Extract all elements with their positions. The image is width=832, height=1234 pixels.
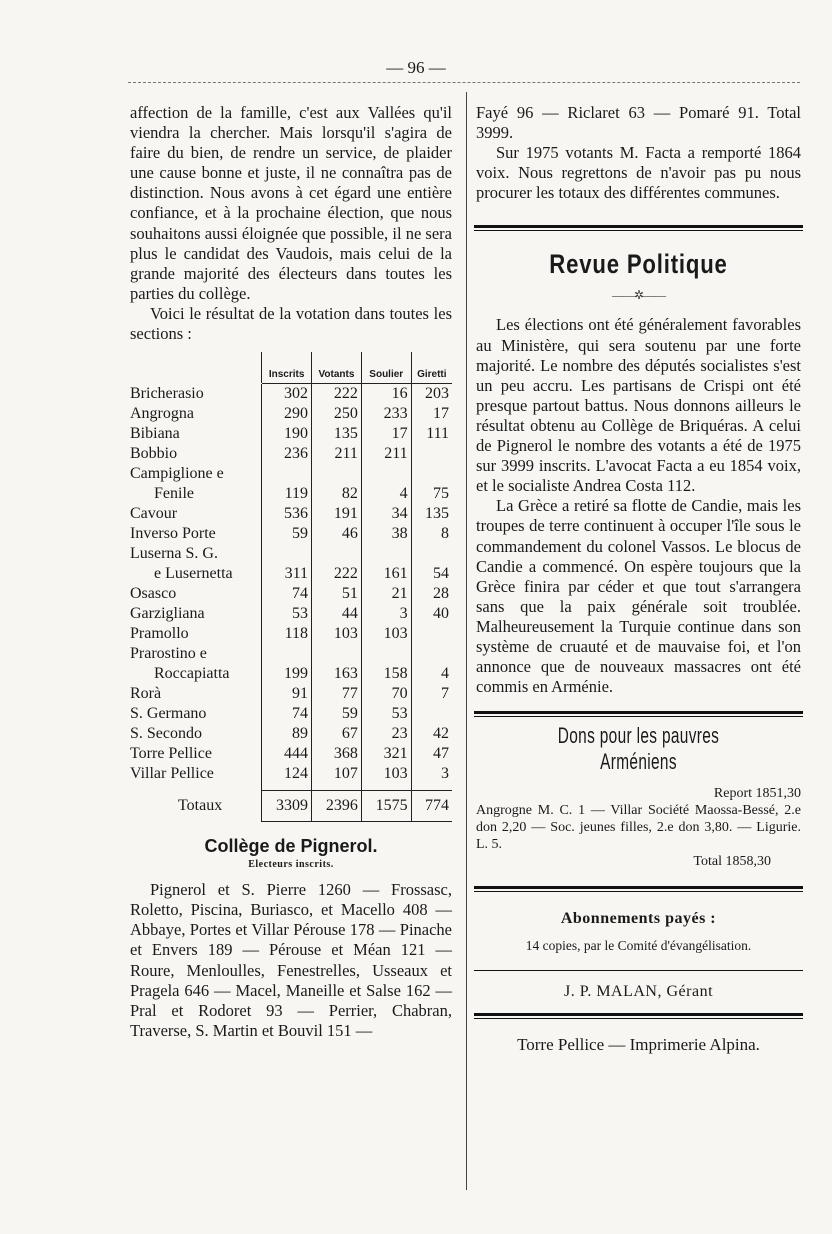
soulier-cell [361,544,411,564]
giretti-cell: 8 [411,524,452,544]
table-row [130,464,452,484]
table-row [130,604,452,624]
table-row [130,404,452,424]
section-header [130,352,262,384]
inscrits-cell: 74 [262,584,312,604]
section-name: Roccapiatta [154,665,230,683]
section-name: Prarostino e [130,645,207,663]
table-row [130,564,452,584]
soulier-cell: 211 [361,444,411,464]
section-name: Bobbio [130,445,178,463]
votants-cell: 163 [312,664,362,684]
inscrits-cell: 74 [262,704,312,724]
inscrits-cell: 91 [262,684,312,704]
votants-cell: 191 [312,504,362,524]
inscrits-cell: 89 [262,724,312,744]
giretti-cell: 47 [411,744,452,764]
politics-paragraph-1: Les élections ont été généralement favorables au Ministère, qui sera soutenu par une forte majorité. Le nombre des députés socialistes s'est un peu accru. Les partisans de Crispi ont été presque partout battus. Nous donnons ailleurs le résultat obtenu au Collège de Briquéras. A celui de Pignerol le nombre des votants a été de 1975 sur 3999 inscrits. L'avocat Facta a eu 1854 voix, et le socialiste Andrea Costa 112. [476,315,801,496]
table-row [130,544,452,564]
table-row [130,744,452,764]
inscrits-cell [262,544,312,564]
votants-cell: 222 [312,564,362,584]
soulier-cell: 38 [361,524,411,544]
soulier-cell: 16 [361,384,411,405]
section-name: Cavour [130,505,178,523]
gerant-rule [474,970,803,971]
right-column [476,103,801,1055]
header-rule [128,82,800,83]
giretti-cell [411,464,452,484]
soulier-cell: 53 [361,704,411,724]
intro-paragraph: affection de la famille, c'est aux Vallées qu'il viendra la chercher. Mais lorsqu'il s'agira de faire du bien, de rendre un service, de plaider une cause bonne et juste, il ne connaîtra pas de distinction. Nous avons à cet égard une entière confiance, et à la prochaine élection, que nous souhaitons aussi éloignée que possible, il ne sera plus le candidat des Vaudois, mais celui de la grande majorité des électeurs dans toutes les parties du collège. [130,103,452,303]
section-name: Campiglione e [130,465,224,483]
college-subtitle: Electeurs inscrits. [248,859,334,871]
votants-cell: 222 [312,384,362,405]
dons-total: Total 1858,30 [693,854,771,870]
table-row [130,584,452,604]
table-row [130,684,452,704]
soulier-cell: 161 [361,564,411,584]
column-divider [466,92,467,1190]
ornament: ——✲—— [611,288,666,303]
soulier-cell: 3 [361,604,411,624]
table-row [130,704,452,724]
giretti-cell: 75 [411,484,452,504]
section-name: Pramollo [130,625,189,643]
votants-cell [312,644,362,664]
votants-cell: 67 [312,724,362,744]
section-title: Revue Politique [549,249,728,280]
votants-cell: 368 [312,744,362,764]
inscrits-cell: 124 [262,764,312,784]
votants-cell: 59 [312,704,362,724]
continuation-paragraph: Fayé 96 — Riclaret 63 — Pomaré 91. Total 3999. [476,103,801,143]
votants-cell: 51 [312,584,362,604]
total-inscrits: 3309 [262,791,312,822]
votants-cell: 107 [312,764,362,784]
giretti-cell: 135 [411,504,452,524]
gerant-line: J. P. MALAN, Gérant [563,983,714,1001]
college-title: Collège de Pignerol. [204,836,378,857]
giretti-cell: 3 [411,764,452,784]
soulier-cell: 17 [361,424,411,444]
soulier-cell: 21 [361,584,411,604]
giretti-cell: 40 [411,604,452,624]
giretti-cell [411,544,452,564]
dons-text: Angrogne M. C. 1 — Villar Société Maossa-Bessé, 2.e don 2,20 — Soc. jeunes filles, 2.e don 3,80. — Ligurie. L. 5. [476,803,801,853]
votants-cell: 44 [312,604,362,624]
section-name: Osasco [130,585,177,603]
left-column [130,103,452,1041]
section-name: Luserna S. G. [130,545,218,563]
votants-cell [312,544,362,564]
giretti-cell: 7 [411,684,452,704]
inscrits-cell: 190 [262,424,312,444]
section-name: Inverso Porte [130,525,216,543]
politics-paragraph-2: La Grèce a retiré sa flotte de Candie, mais les troupes de terre continuent à occuper l'île sous le commandement du colonel Vassos. Le blocus de Candie a commencé. On espère toujours que la Grèce finira par céder et que tout s'arrangera sans que la paix générale soit troublée. Malheureusement la Turquie continue dans son système de cruauté et de mauvaise foi, et l'on annonce que de nouveaux massacres ont été commis en Arménie. [476,496,801,697]
table-row [130,624,452,644]
soulier-cell: 103 [361,624,411,644]
results-body [130,384,452,822]
giretti-cell: 28 [411,584,452,604]
totals-row [130,791,452,822]
table-row [130,484,452,504]
section-name: S. Secondo [130,725,202,743]
inscrits-cell: 302 [262,384,312,405]
results-intro: Voici le résultat de la votation dans toutes les sections : [130,303,452,344]
abonnements-text: 14 copies, par le Comité d'évangélisation. [525,938,752,954]
inscrits-cell: 59 [262,524,312,544]
soulier-cell [361,644,411,664]
inscrits-cell: 119 [262,484,312,504]
section-name: Torre Pellice [130,745,212,763]
votants-cell: 82 [312,484,362,504]
inscrits-header: Inscrits [262,352,312,384]
facta-paragraph: Sur 1975 votants M. Facta a remporté 1864 voix. Nous regrettons de n'avoir pas pu nous procurer les totaux des différentes communes. [476,143,801,203]
results-table [130,352,452,822]
section-name: Fenile [154,485,194,503]
votants-cell: 135 [312,424,362,444]
giretti-header: Giretti [411,352,452,384]
votants-cell: 77 [312,684,362,704]
section-name: e Lusernetta [154,565,233,583]
soulier-cell: 23 [361,724,411,744]
section-name: Garzigliana [130,605,205,623]
dons-report: Report 1851,30 [713,786,801,802]
printer-rule [474,1013,803,1019]
votants-cell: 46 [312,524,362,544]
section-name: S. Germano [130,705,207,723]
giretti-cell [411,624,452,644]
section-name: Bibiana [130,425,180,443]
table-row [130,384,452,405]
soulier-cell: 34 [361,504,411,524]
votants-cell: 103 [312,624,362,644]
inscrits-cell: 118 [262,624,312,644]
table-row [130,764,452,784]
section-rule [474,225,803,231]
soulier-header: Soulier [361,352,411,384]
section-name: Bricherasio [130,385,204,403]
votants-cell: 211 [312,444,362,464]
totals-label: Totaux [178,797,223,815]
inscrits-cell: 236 [262,444,312,464]
giretti-cell: 42 [411,724,452,744]
giretti-cell [411,444,452,464]
soulier-cell: 103 [361,764,411,784]
table-row [130,504,452,524]
soulier-cell [361,464,411,484]
giretti-cell: 4 [411,664,452,684]
soulier-cell: 4 [361,484,411,504]
giretti-cell: 111 [411,424,452,444]
total-giretti: 774 [411,791,452,822]
inscrits-cell: 290 [262,404,312,424]
soulier-cell: 233 [361,404,411,424]
inscrits-cell [262,644,312,664]
table-row [130,724,452,744]
table-row [130,444,452,464]
page-number: — 96 — [386,58,446,77]
inscrits-cell [262,464,312,484]
inscrits-cell: 199 [262,664,312,684]
inscrits-cell: 536 [262,504,312,524]
soulier-cell: 321 [361,744,411,764]
dons-title: Dons pour les pauvres Arméniens [557,723,720,775]
total-votants: 2396 [312,791,362,822]
results-header-row [130,352,452,384]
giretti-cell: 54 [411,564,452,584]
dons-rule [474,711,803,717]
table-row [130,524,452,544]
table-row [130,664,452,684]
inscrits-cell: 53 [262,604,312,624]
table-row [130,644,452,664]
giretti-cell [411,704,452,724]
votants-header: Votants [312,352,362,384]
abonnements-title: Abonnements payés : [560,910,717,928]
giretti-cell [411,644,452,664]
giretti-cell: 203 [411,384,452,405]
printer-line: Torre Pellice — Imprimerie Alpina. [517,1035,760,1055]
inscrits-cell: 444 [262,744,312,764]
section-name: Angrogna [130,405,194,423]
section-name: Villar Pellice [130,765,214,783]
votants-cell: 250 [312,404,362,424]
soulier-cell: 70 [361,684,411,704]
table-row [130,424,452,444]
votants-cell [312,464,362,484]
section-name: Rorà [130,685,162,703]
inscrits-cell: 311 [262,564,312,584]
total-soulier: 1575 [361,791,411,822]
college-paragraph: Pignerol et S. Pierre 1260 — Frossasc, Roletto, Piscina, Buriasco, et Macello 408 — Abbaye, Portes et Villar Pérouse 178 — Pinache et Envers 189 — Pérouse et Méan 121 — Roure, Menloulles, Fenestrelles, Usseaux et Pragela 646 — Macel, Maneille et Salse 162 — Pral et Rodoret 93 — Perrier, Chabran, Traverse, S. Martin et Bouvil 151 — [130,880,452,1040]
giretti-cell: 17 [411,404,452,424]
soulier-cell: 158 [361,664,411,684]
